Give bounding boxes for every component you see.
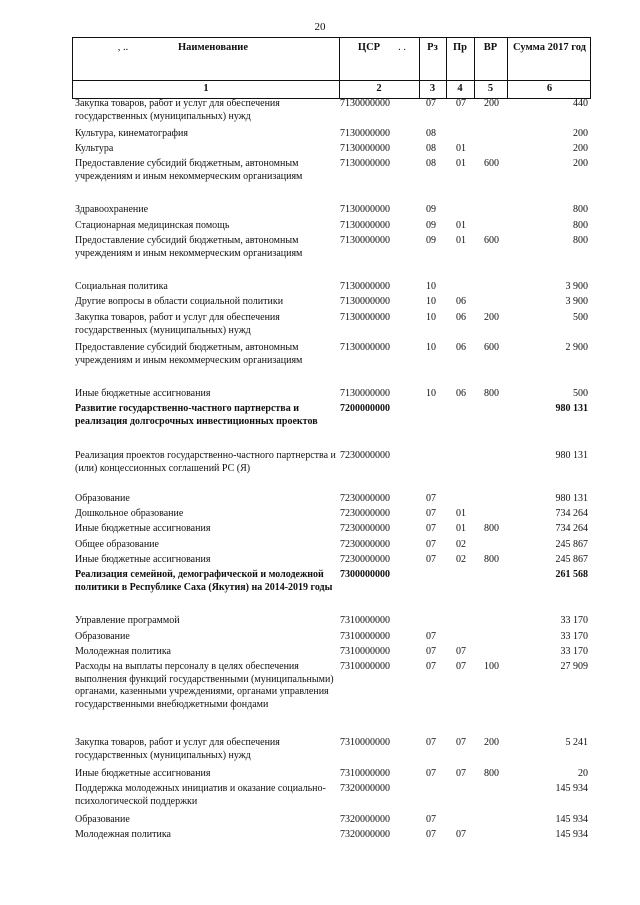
row-rz: 10 [426, 296, 436, 307]
header-csr: ЦСР [357, 42, 381, 53]
row-name: Молодежная политика [75, 646, 171, 657]
row-rz: 07 [426, 768, 436, 779]
row-name: Расходы на выплаты персоналу в целях обеспечения выполнения функций государственными (муниципальными) органами, казенными учреждениями, органами управления государственными внебюджетными фондами [75, 661, 334, 710]
row-sum: 980 131 [555, 493, 588, 504]
row-pr: 01 [456, 235, 466, 246]
row-sum: 2 900 [565, 342, 588, 353]
row-csr: 7130000000 [340, 128, 390, 139]
row-sum: 980 131 [555, 403, 588, 414]
row-csr: 7200000000 [340, 403, 390, 414]
row-rz: 08 [426, 128, 436, 139]
row-pr: 02 [456, 554, 466, 565]
header-num-vr: 5 [487, 83, 494, 94]
row-pr: 07 [456, 98, 466, 109]
row-pr: 06 [456, 388, 466, 399]
row-pr: 06 [456, 342, 466, 353]
row-vr: 200 [484, 737, 499, 748]
row-sum: 200 [573, 158, 588, 169]
row-rz: 10 [426, 388, 436, 399]
row-rz: 10 [426, 281, 436, 292]
row-csr: 7230000000 [340, 554, 390, 565]
row-csr: 7130000000 [340, 98, 390, 109]
row-sum: 980 131 [555, 450, 588, 461]
row-sum: 500 [573, 312, 588, 323]
row-csr: 7310000000 [340, 661, 390, 672]
row-csr: 7130000000 [340, 342, 390, 353]
row-sum: 3 900 [565, 296, 588, 307]
row-csr: 7320000000 [340, 814, 390, 825]
header-rz: Рз [427, 42, 438, 53]
row-csr: 7130000000 [340, 204, 390, 215]
row-sum: 5 241 [565, 737, 588, 748]
row-name: Другие вопросы в области социальной политики [75, 296, 284, 307]
row-pr: 07 [456, 646, 466, 657]
row-csr: 7130000000 [340, 158, 390, 169]
row-sum: 145 934 [555, 783, 588, 794]
row-csr: 7130000000 [340, 220, 390, 231]
row-pr: 01 [456, 220, 466, 231]
row-rz: 10 [426, 312, 436, 323]
row-rz: 07 [426, 539, 436, 550]
row-csr: 7230000000 [340, 523, 390, 534]
row-vr: 600 [484, 342, 499, 353]
row-rz: 07 [426, 646, 436, 657]
row-vr: 800 [484, 523, 499, 534]
header-num-sum: 6 [546, 83, 553, 94]
row-csr: 7130000000 [340, 296, 390, 307]
row-csr: 7310000000 [340, 737, 390, 748]
header-num-rz: 3 [429, 83, 436, 94]
row-name: Реализация проектов государственно-частного партнерства и (или) концессионных соглашений РС (Я) [75, 450, 336, 474]
row-rz: 07 [426, 98, 436, 109]
row-csr: 7130000000 [340, 388, 390, 399]
row-pr: 02 [456, 539, 466, 550]
row-rz: 07 [426, 737, 436, 748]
row-sum: 245 867 [555, 539, 588, 550]
row-sum: 33 170 [560, 615, 588, 626]
row-name: Иные бюджетные ассигнования [75, 768, 211, 779]
row-sum: 27 909 [560, 661, 588, 672]
row-vr: 100 [484, 661, 499, 672]
row-pr: 01 [456, 523, 466, 534]
row-name: Предоставление субсидий бюджетным, автономным учреждениям и иным некоммерческим организациям [75, 235, 303, 259]
row-csr: 7300000000 [340, 569, 390, 580]
row-sum: 33 170 [560, 646, 588, 657]
row-name: Поддержка молодежных инициатив и оказание социально-психологической поддержки [75, 783, 326, 807]
row-name: Молодежная политика [75, 829, 171, 840]
row-csr: 7310000000 [340, 646, 390, 657]
row-pr: 07 [456, 768, 466, 779]
row-name: Закупка товаров, работ и услуг для обеспечения государственных (муниципальных) нужд [75, 737, 280, 761]
row-csr: 7130000000 [340, 312, 390, 323]
row-sum: 33 170 [560, 631, 588, 642]
row-sum: 800 [573, 204, 588, 215]
row-pr: 06 [456, 296, 466, 307]
row-csr: 7320000000 [340, 783, 390, 794]
row-csr: 7310000000 [340, 615, 390, 626]
row-name: Реализация семейной, демографической и молодежной политики в Республике Саха (Якутия) на 2014-2019 годы [75, 569, 333, 593]
row-rz: 10 [426, 342, 436, 353]
row-name: Общее образование [75, 539, 159, 550]
row-sum: 200 [573, 143, 588, 154]
row-vr: 200 [484, 312, 499, 323]
row-vr: 800 [484, 768, 499, 779]
row-name: Культура, кинематография [75, 128, 188, 139]
row-csr: 7130000000 [340, 281, 390, 292]
row-sum: 145 934 [555, 814, 588, 825]
row-sum: 734 264 [555, 523, 588, 534]
header-vr: ВР [483, 42, 498, 53]
row-vr: 200 [484, 98, 499, 109]
row-name: Образование [75, 814, 130, 825]
row-name: Дошкольное образование [75, 508, 184, 519]
row-pr: 06 [456, 312, 466, 323]
row-name: Иные бюджетные ассигнования [75, 388, 211, 399]
page-number: 20 [314, 21, 326, 33]
header-num-csr: 2 [376, 83, 382, 94]
row-csr: 7230000000 [340, 539, 390, 550]
row-name: Закупка товаров, работ и услуг для обеспечения государственных (муниципальных) нужд [75, 98, 280, 122]
row-vr: 600 [484, 235, 499, 246]
row-name: Социальная политика [75, 281, 168, 292]
row-pr: 07 [456, 829, 466, 840]
header-csr-suffix: . . [398, 42, 406, 53]
row-pr: 01 [456, 508, 466, 519]
table-header [72, 37, 591, 99]
row-rz: 09 [426, 235, 436, 246]
row-csr: 7310000000 [340, 631, 390, 642]
row-rz: 07 [426, 829, 436, 840]
row-name: Предоставление субсидий бюджетным, автономным учреждениям и иным некоммерческим организациям [75, 342, 303, 366]
row-name: Иные бюджетные ассигнования [75, 554, 211, 565]
row-sum: 734 264 [555, 508, 588, 519]
row-pr: 07 [456, 737, 466, 748]
row-rz: 07 [426, 814, 436, 825]
row-rz: 09 [426, 204, 436, 215]
row-rz: 07 [426, 554, 436, 565]
row-pr: 01 [456, 158, 466, 169]
row-csr: 7130000000 [340, 235, 390, 246]
row-rz: 07 [426, 523, 436, 534]
row-rz: 08 [426, 158, 436, 169]
row-sum: 145 934 [555, 829, 588, 840]
row-csr: 7320000000 [340, 829, 390, 840]
row-sum: 3 900 [565, 281, 588, 292]
row-name: Предоставление субсидий бюджетным, автономным учреждениям и иным некоммерческим организациям [75, 158, 303, 182]
row-sum: 800 [573, 220, 588, 231]
row-sum: 800 [573, 235, 588, 246]
header-sum: Сумма 2017 год [513, 42, 586, 53]
row-pr: 01 [456, 143, 466, 154]
row-csr: 7310000000 [340, 768, 390, 779]
row-name: Закупка товаров, работ и услуг для обеспечения государственных (муниципальных) нужд [75, 312, 280, 336]
row-name: Образование [75, 493, 130, 504]
header-num-pr: 4 [457, 83, 463, 94]
header-num-name: 1 [203, 83, 209, 94]
row-csr: 7230000000 [340, 450, 390, 461]
row-sum: 261 568 [555, 569, 588, 580]
row-rz: 09 [426, 220, 436, 231]
row-name: Культура [75, 143, 114, 154]
row-vr: 800 [484, 388, 499, 399]
row-csr: 7130000000 [340, 143, 390, 154]
row-pr: 07 [456, 661, 466, 672]
header-pr: Пр [452, 42, 467, 53]
header-name: Наименование [178, 42, 248, 53]
row-name: Образование [75, 631, 130, 642]
row-csr: 7230000000 [340, 508, 390, 519]
row-rz: 08 [426, 143, 436, 154]
row-rz: 07 [426, 508, 436, 519]
row-sum: 20 [578, 768, 588, 779]
row-rz: 07 [426, 631, 436, 642]
row-name: Развитие государственно-частного партнерства и реализация долгосрочных инвестиционных проектов [75, 403, 318, 427]
row-csr: 7230000000 [340, 493, 390, 504]
row-name: Управление программой [75, 615, 180, 626]
row-sum: 440 [573, 98, 588, 109]
row-sum: 200 [573, 128, 588, 139]
row-rz: 07 [426, 661, 436, 672]
row-name: Здравоохранение [75, 204, 149, 215]
row-name: Иные бюджетные ассигнования [75, 523, 211, 534]
header-name-prefix: , .. [117, 42, 129, 53]
row-rz: 07 [426, 493, 436, 504]
row-name: Стационарная медицинская помощь [75, 220, 230, 231]
row-vr: 800 [484, 554, 499, 565]
row-sum: 245 867 [555, 554, 588, 565]
row-sum: 500 [573, 388, 588, 399]
row-vr: 600 [484, 158, 499, 169]
